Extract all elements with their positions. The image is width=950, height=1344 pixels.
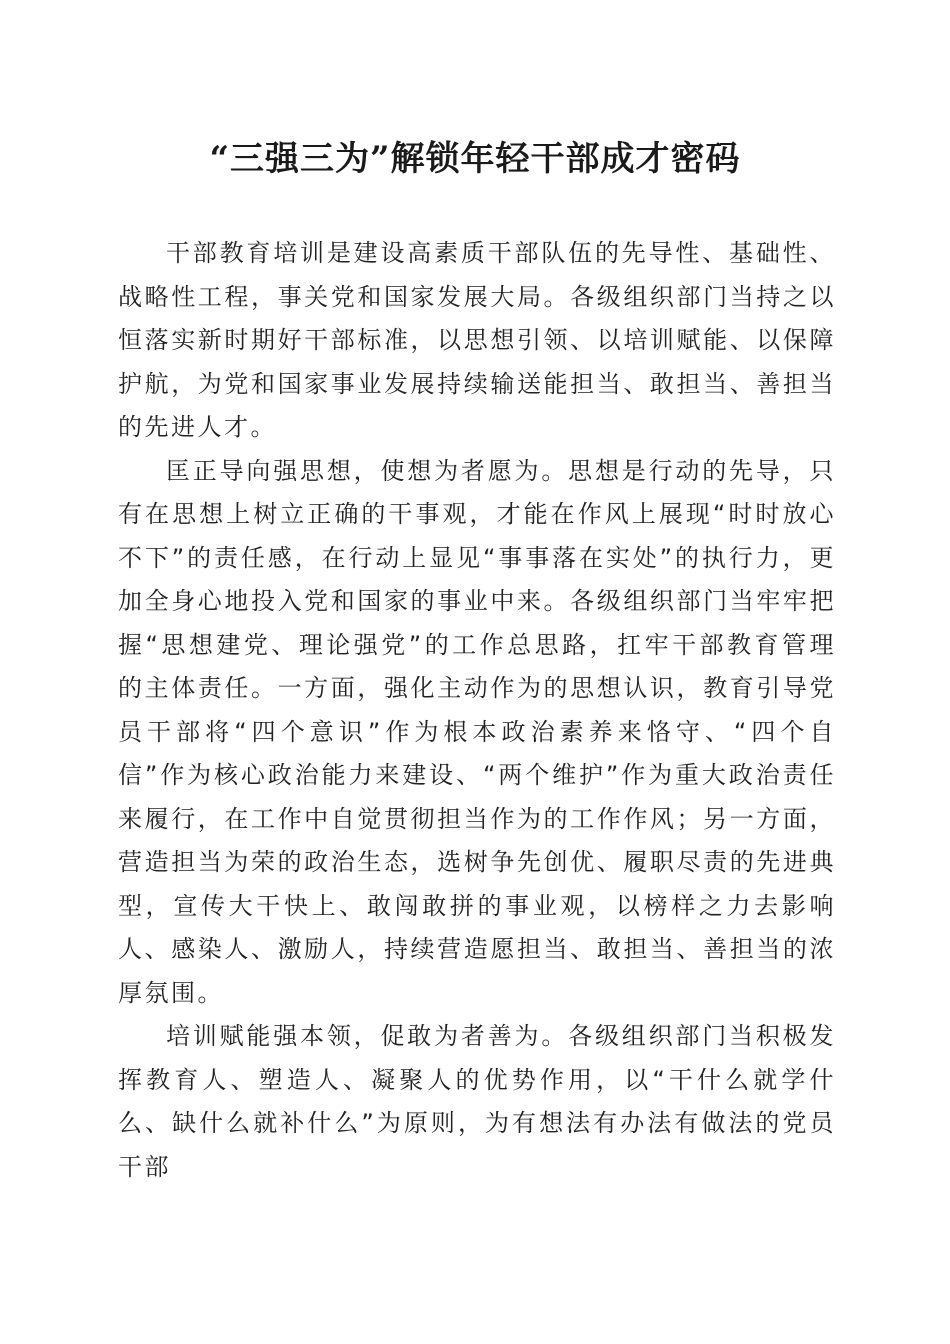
document-body <box>118 232 836 1189</box>
paragraph-thought: 匡正导向强思想，使想为者愿为。思想是行动的先导，只有在思想上树立正确的干事观，才能在作风上展现“时时放心不下”的责任感，在行动上显见“事事落在实处”的执行力，更加全身心地投入党和国家的事业中来。各级组织部门当牢牢把握“思想建党、理论强党”的工作总思路，扛牢干部教育管理的主体责任。一方面，强化主动作为的思想认识，教育引导党员干部将“四个意识”作为根本政治素养来恪守、“四个自信”作为核心政治能力来建设、“两个维护”作为重大政治责任来履行，在工作中自觉贯彻担当作为的工作作风；另一方面，营造担当为荣的政治生态，选树争先创优、履职尽责的先进典型，宣传大干快上、敢闯敢拼的事业观，以榜样之力去影响人、感染人、激励人，持续营造愿担当、敢担当、善担当的浓厚氛围。 <box>118 456 836 1007</box>
paragraph-intro: 干部教育培训是建设高素质干部队伍的先导性、基础性、战略性工程，事关党和国家发展大局。各级组织部门当持之以恒落实新时期好干部标准，以思想引领、以培训赋能、以保障护航，为党和国家事业发展持续输送能担当、敢担当、善担当的先进人才。 <box>118 239 836 441</box>
document-title: “三强三为”解锁年轻干部成才密码 <box>209 139 741 179</box>
paragraph-training: 培训赋能强本领，促敢为者善为。各级组织部门当积极发挥教育人、塑造人、凝聚人的优势作用，以“干什么就学什么、缺什么就补什么”为原则，为有想法有办法有做法的党员干部 <box>118 1022 836 1181</box>
